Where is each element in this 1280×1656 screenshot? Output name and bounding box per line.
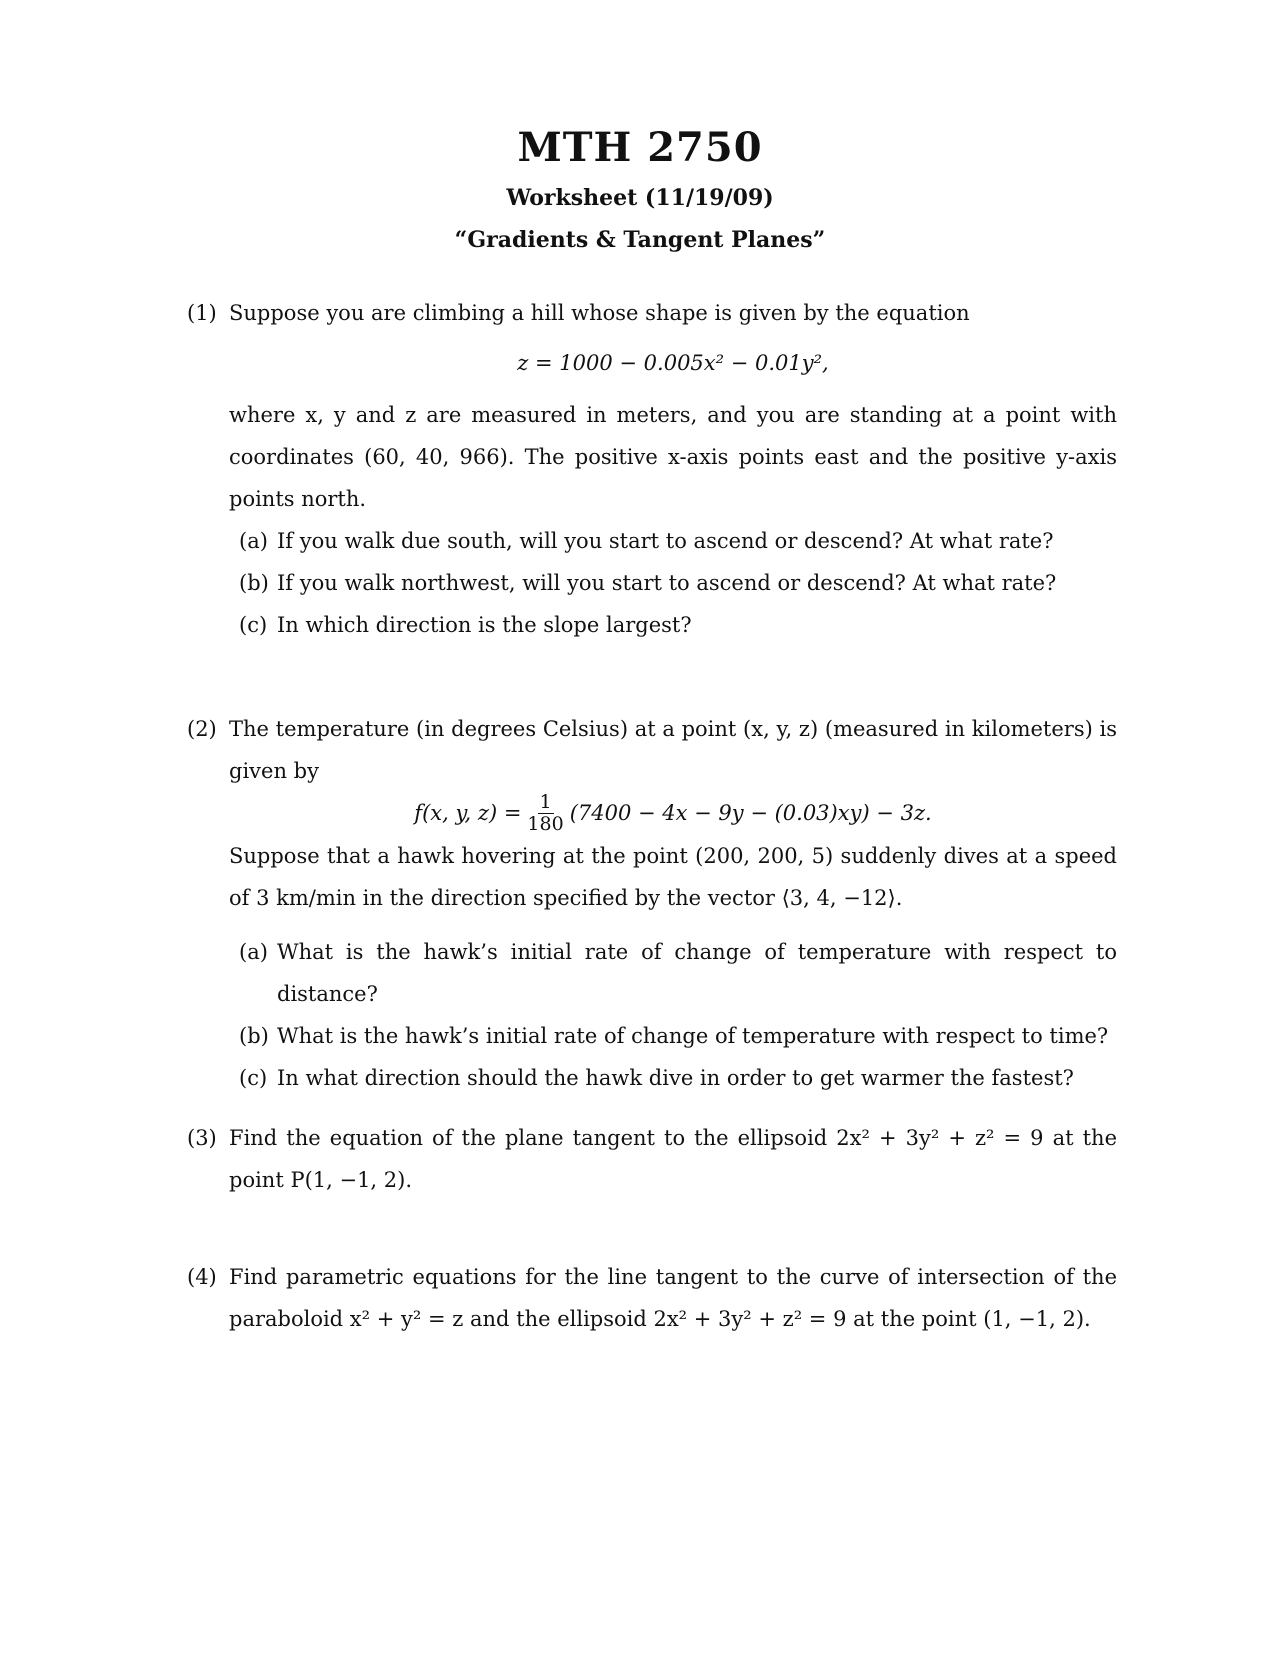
part-label: (c): [239, 1065, 268, 1090]
part-item: [239, 1015, 1117, 1057]
fraction-numerator: 1: [539, 791, 552, 813]
problem-number: (4): [187, 1265, 217, 1289]
problem-number: (3): [187, 1126, 217, 1150]
part-text: In which direction is the slope largest?: [277, 613, 692, 637]
temperature-equation: [229, 792, 1117, 835]
equation-fraction: [525, 792, 565, 835]
part-item: [239, 520, 1117, 562]
worksheet-topic: “Gradients & Tangent Planes”: [454, 227, 826, 253]
part-item: [239, 931, 1117, 1015]
part-label: (a): [239, 939, 268, 964]
problem-text: where x, y and z are measured in meters, and you are standing at a point with coordinates (60, 40, 966). The positive x-axis points east and the positive y-axis points north.: [229, 403, 1117, 511]
problem-number: (1): [187, 301, 217, 325]
part-label: (b): [239, 571, 269, 595]
equation-lhs: f(x, y, z) =: [414, 800, 522, 825]
course-title: MTH 2750: [517, 124, 763, 171]
part-label: (b): [239, 1023, 269, 1048]
problem-parts: [239, 931, 1117, 1099]
problem-intro: The temperature (in degrees Celsius) at a point (x, y, z) (measured in kilometers) is given by: [229, 717, 1117, 783]
problem-text: Find parametric equations for the line tangent to the curve of intersection of the paraboloid x² + y² = z and the ellipsoid 2x² + 3y² + z² = 9 at the point (1, −1, 2).: [229, 1265, 1117, 1331]
part-item: [239, 562, 1117, 604]
problem-1: [187, 292, 1117, 646]
problem-4: [187, 1256, 1117, 1340]
problem-text: Suppose that a hawk hovering at the point (200, 200, 5) suddenly dives at a speed of 3 km/min in the direction specified by the vector ⟨3, 4, −12⟩.: [229, 843, 1117, 910]
part-item: [239, 1057, 1117, 1099]
problem-2: [187, 708, 1117, 1099]
hill-equation: z = 1000 − 0.005x² − 0.01y²,: [517, 351, 829, 375]
part-text: If you walk due south, will you start to ascend or descend? At what rate?: [277, 529, 1054, 553]
part-text: If you walk northwest, will you start to ascend or descend? At what rate?: [277, 571, 1057, 595]
part-label: (a): [239, 529, 268, 553]
fraction-denominator: 180: [527, 812, 564, 835]
worksheet-date: Worksheet (11/19/09): [506, 185, 774, 211]
part-text: In what direction should the hawk dive in order to get warmer the fastest?: [277, 1065, 1074, 1090]
equation-rhs: (7400 − 4x − 9y − (0.03)xy) − 3z.: [569, 800, 932, 825]
part-label: (c): [239, 613, 268, 637]
problem-text: Find the equation of the plane tangent to the ellipsoid 2x² + 3y² + z² = 9 at the point P(1, −1, 2).: [229, 1126, 1117, 1192]
problem-number: (2): [187, 717, 217, 741]
problem-3: [187, 1117, 1117, 1201]
part-text: What is the hawk’s initial rate of change of temperature with respect to time?: [277, 1023, 1109, 1048]
part-item: [239, 604, 1117, 646]
problem-parts: [239, 520, 1117, 646]
problem-intro: Suppose you are climbing a hill whose shape is given by the equation: [229, 301, 970, 325]
part-text: What is the hawk’s initial rate of change of temperature with respect to distance?: [277, 939, 1117, 1006]
